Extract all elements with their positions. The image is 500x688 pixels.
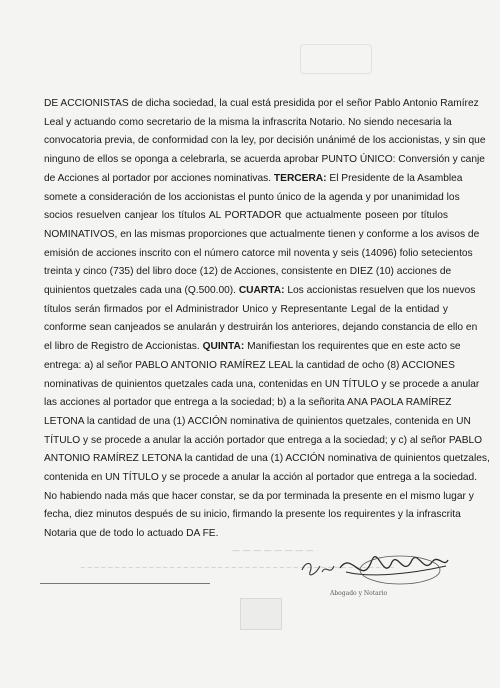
text-line: ninguno de ellos se oponga a celebrarla, se acuerda aprobar PUNTO ÚNICO: Conversión y canje bbox=[44, 154, 485, 166]
clause-quinta: QUINTA: bbox=[202, 341, 245, 353]
text-line: DE ACCIONISTAS de dicha sociedad, la cual está presidida por el señor Pablo Antonio Ramírez bbox=[44, 98, 479, 109]
text-line: quinientos quetzales cada una (Q.500.00). CUARTA: Los accionistas resuelven que los nuevos bbox=[44, 285, 476, 297]
signature-caption: Abogado y Notario bbox=[330, 590, 388, 597]
text-line: emisión de acciones inscrito con el número catorce mil noventa y seis (14096) folio setecientos bbox=[44, 247, 473, 259]
text-line: convocatoria previa, de conformidad con la ley, por decisión unánimé de los accionistas, y sin que bbox=[44, 135, 486, 147]
text-line: somete a consideración de los accionistas el punto único de la agenda y por unanimidad los bbox=[44, 191, 460, 203]
text-line: LETONA la cantidad de una (1) ACCIÓN nominativa de quinientos quetzales, contenida en UN bbox=[44, 415, 471, 427]
text-line: TÍTULO y se procede a anular la acción portador que entrega a la sociedad; y c) al señor PABLO bbox=[44, 434, 483, 446]
bleed-through-stamp bbox=[240, 598, 282, 630]
text-line: No habiendo nada más que hacer constar, se da por terminada la presente en el mismo lugar y bbox=[44, 490, 474, 502]
text-line: contenida en UN TÍTULO y se procede a anular la acción al portador que entrega a la sociedad. bbox=[44, 472, 478, 484]
text-line: Notaria que de todo lo actuado DA FE. bbox=[44, 528, 219, 540]
text-line: títulos serán firmados por el Administrador Unico y Representante Legal de la entidad y bbox=[44, 303, 448, 315]
blank-signature-line bbox=[40, 583, 210, 584]
text-line: nominativas de quinientos quetzales cada una, contenidas en UN TÍTULO y se procede a anular bbox=[44, 378, 480, 390]
handwritten-signature bbox=[300, 548, 450, 608]
bleed-through-seal bbox=[300, 44, 372, 74]
text-line: treinta y cinco (735) del libro doce (12) de Acciones, consistente en DIEZ (10) acciones de bbox=[44, 266, 452, 278]
text-line: entrega: a) al señor PABLO ANTONIO RAMÍREZ LEAL la cantidad de ocho (8) ACCIONES bbox=[44, 359, 455, 371]
text-line: socios resuelven canjear los títulos AL PORTADOR que actualmente poseen por títulos bbox=[44, 210, 448, 222]
text-line: las acciones al portador que entrega a la sociedad; b) a la señorita ANA PAOLA RAMÍREZ bbox=[44, 397, 452, 409]
text-line: fecha, diez minutos después de su inicio, firmando la presente los requirentes y la infrascrita bbox=[44, 509, 461, 521]
bleed-through-text: — — — — — — — — bbox=[232, 546, 314, 555]
clause-cuarta: CUARTA: bbox=[238, 285, 285, 297]
text-line: conforme sean canjeados se anularán y destruirán los anteriores, dejando constancia de ello en bbox=[44, 322, 478, 334]
text-line: de Acciones al portador por acciones nominativas. TERCERA: El Presidente de la Asamblea bbox=[44, 172, 463, 184]
text-line: el libro de Registro de Accionistas. QUINTA: Manifiestan los requirentes que en este acto se bbox=[44, 341, 461, 353]
clause-tercera: TERCERA: bbox=[273, 172, 327, 184]
text-line: NOMINATIVOS, en las mismas proporciones que actualmente tienen y conforme a los avisos de bbox=[44, 228, 480, 240]
text-line: ANTONIO RAMÍREZ LETONA la cantidad de una (1) ACCIÓN nominativa de quinientos quetzales, bbox=[44, 453, 490, 465]
bleed-through-text-lower: ~~~~~~~~~~~~~~~~~~~~~~~~~~~~~~~~~~~~~~~~~~~~~~ bbox=[80, 564, 396, 572]
document-body bbox=[44, 95, 490, 544]
text-line: Leal y actuando como secretario de la misma la infrascrita Notario. No siendo necesaria la bbox=[44, 116, 452, 128]
